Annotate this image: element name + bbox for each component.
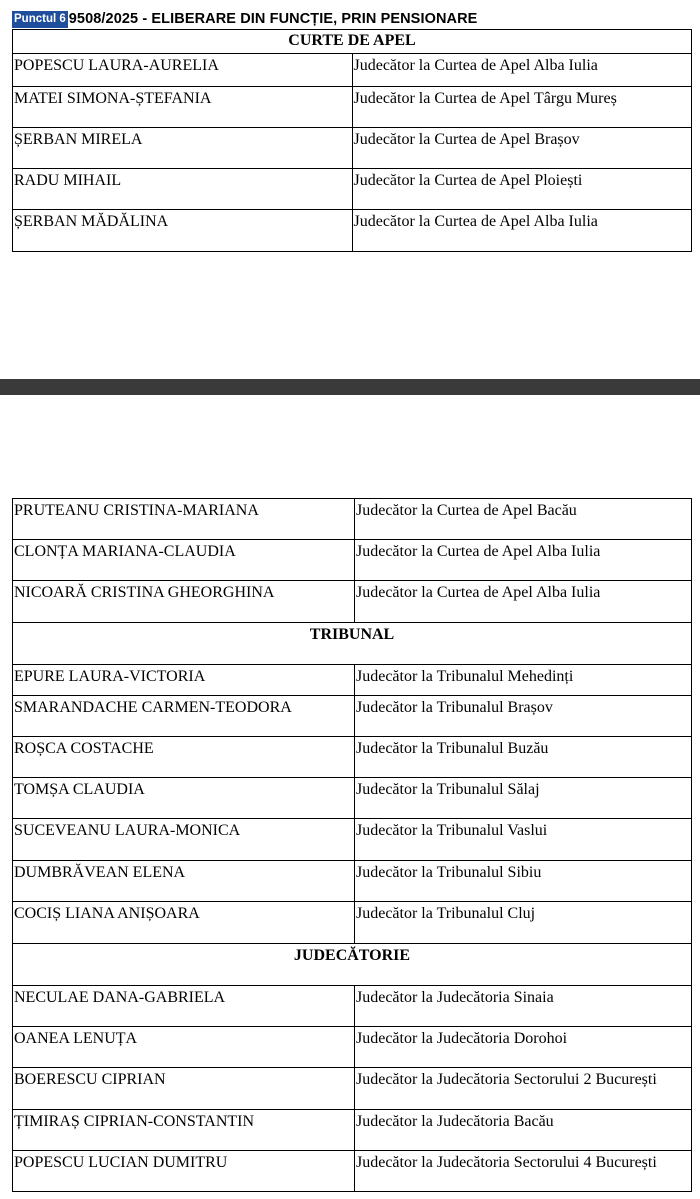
judge-name: OANEA LENUȚA bbox=[13, 1027, 355, 1068]
section-row bbox=[13, 944, 692, 986]
judge-name: RADU MIHAIL bbox=[13, 169, 353, 210]
judge-function: Judecător la Curtea de Apel Brașov bbox=[352, 128, 692, 169]
table-row bbox=[13, 169, 692, 210]
judge-function: Judecător la Curtea de Apel Bacău bbox=[355, 499, 692, 540]
judge-name: MATEI SIMONA-ȘTEFANIA bbox=[13, 87, 353, 128]
table-row bbox=[13, 778, 692, 819]
table-row bbox=[13, 1027, 692, 1068]
judge-function: Judecător la Tribunalul Vaslui bbox=[355, 819, 692, 861]
section-heading-curte-de-apel: CURTE DE APEL bbox=[13, 30, 692, 54]
judge-name: POPESCU LAURA-AURELIA bbox=[13, 54, 353, 87]
document-header bbox=[12, 10, 477, 28]
table-row bbox=[13, 499, 692, 540]
judge-function: Judecător la Tribunalul Brașov bbox=[355, 696, 692, 737]
table-row bbox=[13, 861, 692, 902]
judge-function: Judecător la Curtea de Apel Târgu Mureș bbox=[352, 87, 692, 128]
judge-name: CLONȚA MARIANA-CLAUDIA bbox=[13, 540, 355, 581]
table-row bbox=[13, 210, 692, 252]
judge-function: Judecător la Curtea de Apel Alba Iulia bbox=[352, 54, 692, 87]
agenda-item-tag[interactable]: Punctul 6 bbox=[12, 11, 68, 28]
table-row bbox=[13, 54, 692, 87]
table-row bbox=[13, 1068, 692, 1110]
judge-function: Judecător la Tribunalul Cluj bbox=[355, 902, 692, 944]
judge-name: COCIȘ LIANA ANIȘOARA bbox=[13, 902, 355, 944]
table-row bbox=[13, 87, 692, 128]
table-row bbox=[13, 128, 692, 169]
judge-name: SMARANDACHE CARMEN-TEODORA bbox=[13, 696, 355, 737]
judge-function: Judecător la Tribunalul Mehedinți bbox=[355, 665, 692, 696]
judge-function: Judecător la Curtea de Apel Alba Iulia bbox=[355, 540, 692, 581]
judge-name: ȘERBAN MIRELA bbox=[13, 128, 353, 169]
judge-name: SUCEVEANU LAURA-MONICA bbox=[13, 819, 355, 861]
judge-function: Judecător la Tribunalul Sibiu bbox=[355, 861, 692, 902]
judge-name: NECULAE DANA-GABRIELA bbox=[13, 986, 355, 1027]
judge-name: DUMBRĂVEAN ELENA bbox=[13, 861, 355, 902]
table-row bbox=[13, 581, 692, 623]
judge-name: POPESCU LUCIAN DUMITRU bbox=[13, 1151, 355, 1192]
judge-function: Judecător la Judecătoria Sectorului 2 București bbox=[355, 1068, 692, 1110]
table-row bbox=[13, 737, 692, 778]
judge-name: BOERESCU CIPRIAN bbox=[13, 1068, 355, 1110]
table-row bbox=[13, 986, 692, 1027]
judges-table-page-1 bbox=[12, 29, 692, 252]
table-row bbox=[13, 1151, 692, 1192]
page-break-divider bbox=[0, 379, 700, 395]
judge-name: TOMȘA CLAUDIA bbox=[13, 778, 355, 819]
judge-name: ROȘCA COSTACHE bbox=[13, 737, 355, 778]
table-row bbox=[13, 819, 692, 861]
table-row bbox=[13, 540, 692, 581]
judge-function: Judecător la Judecătoria Bacău bbox=[355, 1110, 692, 1151]
table-row bbox=[13, 665, 692, 696]
judge-function: Judecător la Judecătoria Sectorului 4 București bbox=[355, 1151, 692, 1192]
section-row bbox=[13, 30, 692, 54]
judges-table-page-2 bbox=[12, 498, 692, 1192]
judge-name: NICOARĂ CRISTINA GHEORGHINA bbox=[13, 581, 355, 623]
section-heading-judecatorie: JUDECĂTORIE bbox=[13, 944, 692, 986]
section-row bbox=[13, 623, 692, 665]
judge-function: Judecător la Judecătoria Sinaia bbox=[355, 986, 692, 1027]
table-row bbox=[13, 1110, 692, 1151]
document-title: 9508/2025 - ELIBERARE DIN FUNCȚIE, PRIN PENSIONARE bbox=[68, 11, 478, 27]
judge-name: PRUTEANU CRISTINA-MARIANA bbox=[13, 499, 355, 540]
judge-function: Judecător la Tribunalul Buzău bbox=[355, 737, 692, 778]
section-heading-tribunal: TRIBUNAL bbox=[13, 623, 692, 665]
judge-name: ȘERBAN MĂDĂLINA bbox=[13, 210, 353, 252]
judge-function: Judecător la Curtea de Apel Ploiești bbox=[352, 169, 692, 210]
table-row bbox=[13, 902, 692, 944]
judge-function: Judecător la Tribunalul Sălaj bbox=[355, 778, 692, 819]
judge-function: Judecător la Curtea de Apel Alba Iulia bbox=[352, 210, 692, 252]
judge-function: Judecător la Curtea de Apel Alba Iulia bbox=[355, 581, 692, 623]
judge-function: Judecător la Judecătoria Dorohoi bbox=[355, 1027, 692, 1068]
judge-name: ȚIMIRAȘ CIPRIAN-CONSTANTIN bbox=[13, 1110, 355, 1151]
table-row bbox=[13, 696, 692, 737]
judge-name: EPURE LAURA-VICTORIA bbox=[13, 665, 355, 696]
